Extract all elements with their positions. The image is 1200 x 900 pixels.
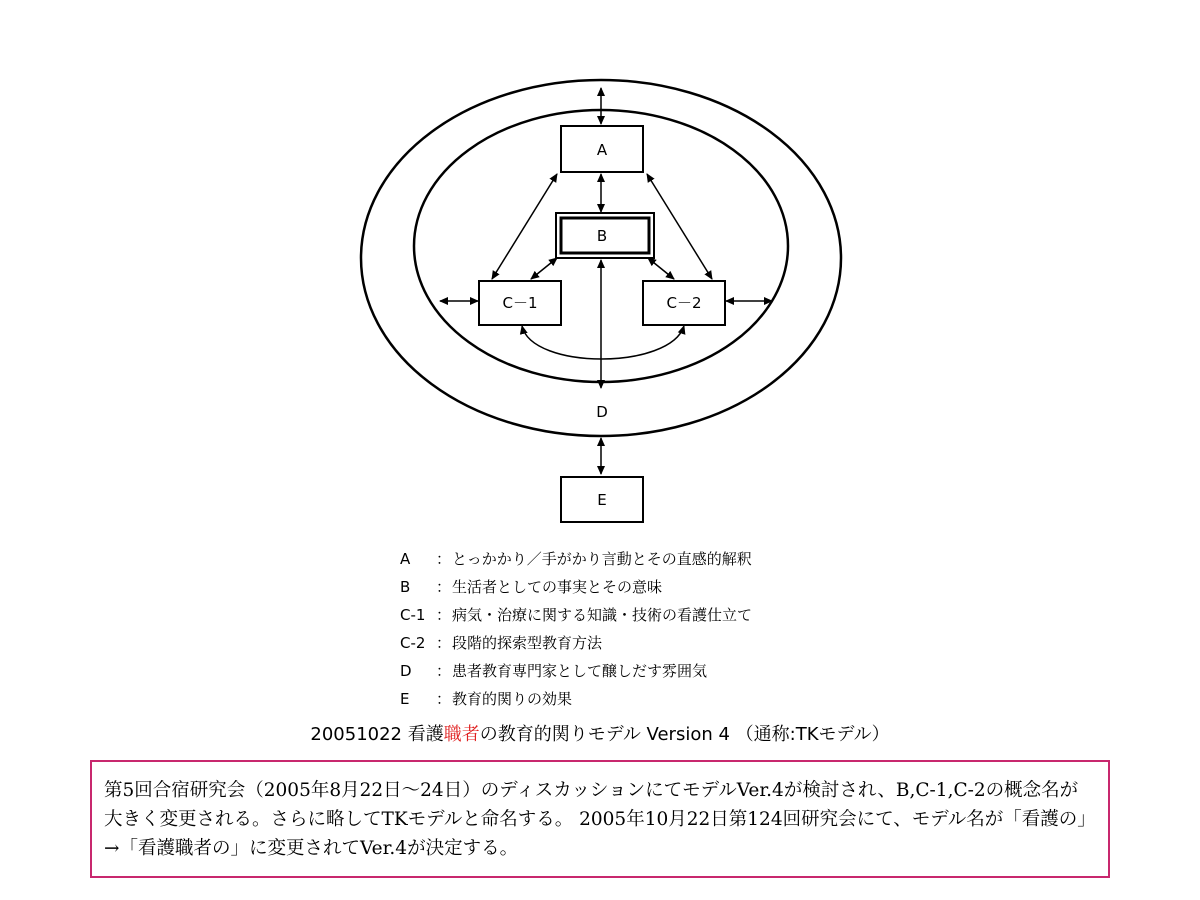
legend-separator: ： (436, 578, 452, 596)
node-c1-label: C－1 (502, 294, 538, 312)
note-text: 第5回合宿研究会（2005年8月22日～24日）のディスカッションにてモデルVer.4が検討され、B,C-1,C-2の概念名が大きく変更される。さらに略してTKモデルと命名する。 2005年10月22日第124回研究会にて、モデル名が「看護の」→「看護職者の」に変更されてVer.4が決定する。 (104, 780, 1096, 859)
caption-prefix: 20051022 看護 (310, 724, 444, 745)
arrow-b-c1 (531, 258, 557, 279)
node-b-label: B (596, 227, 608, 245)
legend-separator: ： (436, 550, 452, 568)
node-e-label: E (597, 491, 607, 509)
arrow-a-c2 (647, 174, 712, 279)
legend-item (400, 657, 752, 685)
legend-separator: ： (436, 634, 452, 652)
legend-text: 段階的探索型教育方法 (452, 634, 603, 652)
note-box (90, 760, 1110, 878)
node-a-label: A (596, 141, 608, 159)
caption-suffix: の教育的関りモデル Version 4 （通称:TKモデル） (479, 724, 890, 745)
node-c2-label: C－2 (666, 294, 702, 312)
legend-text: 病気・治療に関する知識・技術の看護仕立て (452, 606, 753, 624)
legend-key: C-1 (400, 606, 426, 624)
legend-text: とっかかり／手がかり言動とその直感的解釈 (452, 550, 752, 568)
legend-item (400, 545, 752, 573)
legend-text: 教育的関りの効果 (452, 690, 573, 708)
legend-item (400, 573, 752, 601)
legend-separator: ： (436, 690, 452, 708)
legend-key: E (400, 690, 410, 708)
legend-separator: ： (436, 662, 452, 680)
legend-item (400, 685, 752, 713)
legend-key: A (400, 550, 411, 568)
legend-item (400, 629, 752, 657)
node-d-label: D (596, 403, 608, 421)
arrow-a-c1 (492, 174, 557, 279)
arrow-b-c2 (648, 258, 674, 279)
legend-separator: ： (436, 606, 452, 624)
legend-text: 患者教育専門家として醸しだす雰囲気 (452, 662, 708, 680)
caption-highlight: 職者 (443, 724, 480, 745)
diagram-caption (0, 720, 1200, 746)
arrow-c1-c2 (522, 326, 684, 359)
legend (400, 545, 752, 713)
legend-key: D (400, 662, 412, 680)
legend-item (400, 601, 752, 629)
legend-text: 生活者としての事実とその意味 (452, 578, 663, 596)
legend-key: B (400, 578, 411, 596)
legend-key: C-2 (400, 634, 426, 652)
